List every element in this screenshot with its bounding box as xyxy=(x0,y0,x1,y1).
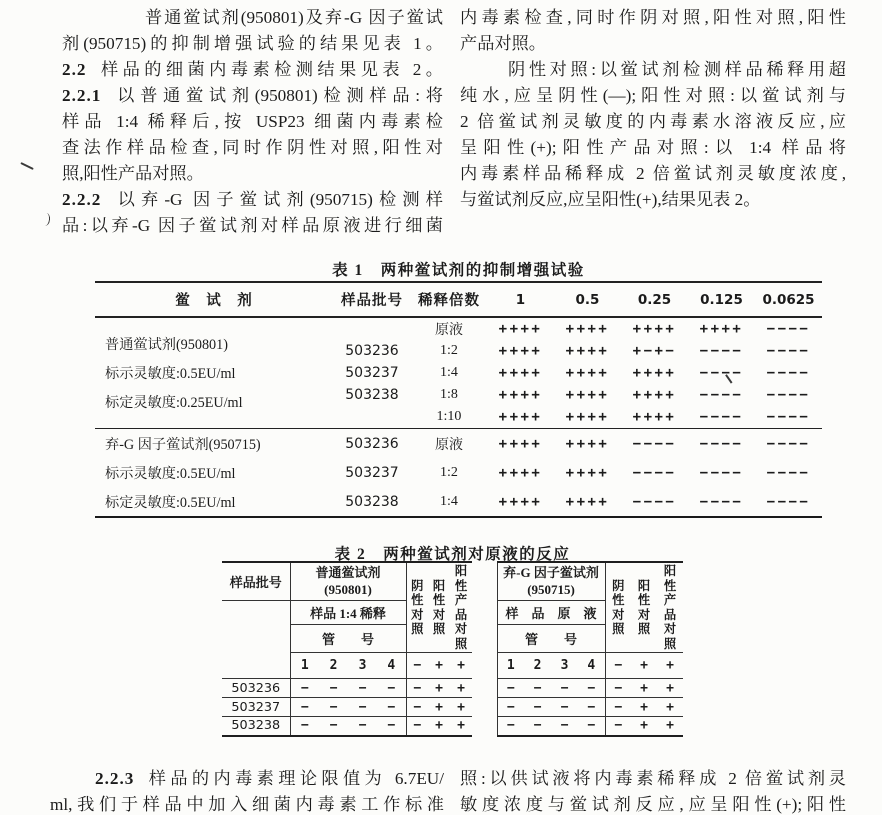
empty-cell xyxy=(222,600,290,679)
result-cell: −−−− xyxy=(766,493,811,510)
tube-result: − xyxy=(377,698,406,717)
reagent-name: 弃-G 因子鲎试剂(950715) xyxy=(95,429,333,459)
result-cell: ++++ xyxy=(498,464,543,481)
result-cell: −−−− xyxy=(632,493,677,510)
tube-result: − xyxy=(319,717,348,736)
text-line xyxy=(50,792,444,815)
text-line xyxy=(62,57,443,83)
text-line xyxy=(62,161,443,187)
control-value: + xyxy=(640,658,648,673)
result-cell: −−−− xyxy=(766,464,811,481)
control-result: + xyxy=(657,679,683,698)
tube-result: − xyxy=(524,717,551,736)
text-line xyxy=(62,135,443,161)
header-conc-0.0625: 0.0625 xyxy=(755,282,822,317)
section-number: 2.2.2 xyxy=(62,190,102,209)
text: 照:以供试液将内毒素稀释成 2 倍鲎试剂灵 xyxy=(460,769,846,788)
tube-result: − xyxy=(497,679,524,698)
tube-result: − xyxy=(290,679,319,698)
result-cell: +−+− xyxy=(632,343,677,359)
text-line xyxy=(460,135,846,161)
text: 以普通鲎试剂(950801)检测样品:将 xyxy=(111,86,443,105)
batch-cell xyxy=(333,406,411,429)
dilution-cell: 原液 xyxy=(435,323,463,338)
table1-header-row xyxy=(95,282,822,317)
batch-cell xyxy=(333,317,411,340)
dilution-cell: 原液 xyxy=(411,429,487,459)
table2 xyxy=(222,561,683,737)
text: ml,我们于样品中加入细菌内毒素工作标准 xyxy=(50,795,444,814)
table1 xyxy=(95,281,822,518)
text-line xyxy=(62,213,443,239)
text: 普通鲎试剂(950801)及弃-G 因子鲎试 xyxy=(145,8,443,27)
result-cell: ++++ xyxy=(498,343,543,359)
positive-product-control-header: 阳性产品对照 xyxy=(657,562,683,653)
tube-result: − xyxy=(348,679,377,698)
control-result: − xyxy=(605,717,631,736)
result-cell: ++++ xyxy=(565,343,610,359)
tube-result: − xyxy=(290,717,319,736)
text: 样品的内毒素理论限值为 6.7EU/ xyxy=(144,769,444,788)
positive-product-control-header: 阳性产品对照 xyxy=(450,562,472,653)
table2-title: 表 2 两种鲎试剂对原液的反应 xyxy=(334,546,571,563)
tube-result: − xyxy=(348,698,377,717)
section-number: 2.2 xyxy=(62,60,87,79)
dilution-cell: 1:4 xyxy=(440,493,458,509)
result-cell: ++++ xyxy=(498,493,543,510)
control-result: + xyxy=(450,717,472,736)
tube-result: − xyxy=(551,679,578,698)
result-cell: −−−− xyxy=(699,365,744,381)
tube-result: − xyxy=(497,698,524,717)
dilution-cell: 1:8 xyxy=(440,387,458,402)
control-result: + xyxy=(450,679,472,698)
header-dilution: 稀释倍数 xyxy=(411,282,487,317)
control-result: + xyxy=(428,679,450,698)
result-cell: −−−− xyxy=(699,464,744,481)
text-line xyxy=(460,109,846,135)
tube-result: − xyxy=(319,698,348,717)
tube-result: − xyxy=(290,698,319,717)
section-number: 2.2.1 xyxy=(62,86,102,105)
text-line xyxy=(62,83,443,109)
result-cell: −−−− xyxy=(699,493,744,510)
tube-result: − xyxy=(524,698,551,717)
result-cell: ++++ xyxy=(498,365,543,381)
text: 内毒素样品稀释成 2 倍鲎试剂灵敏度浓度, xyxy=(460,164,846,183)
text: 以弃-G 因子鲎试剂(950715)检测样 xyxy=(111,190,443,209)
result-cell: −−−− xyxy=(766,409,811,425)
tube-number: 1 xyxy=(300,658,309,673)
batch-cell: 503238 xyxy=(345,387,399,403)
tube-number: 1 xyxy=(497,653,524,679)
control-result: − xyxy=(406,679,428,698)
batch-header: 样品批号 xyxy=(222,562,290,600)
negative-control-header: 阴性对照 xyxy=(605,562,631,653)
result-cell: −−−− xyxy=(699,409,744,425)
text-line xyxy=(460,83,846,109)
text: 阴性对照:以鲎试剂检测样品稀释用超 xyxy=(508,60,846,79)
table2-tube-number-row xyxy=(222,653,683,679)
table1-row xyxy=(95,317,822,340)
header-batch: 样品批号 xyxy=(333,282,411,317)
control-result: + xyxy=(428,717,450,736)
tube-number-label: 管 号 xyxy=(290,625,406,653)
tube-number-label: 管 号 xyxy=(497,625,605,653)
text: 产品对照。 xyxy=(460,34,546,53)
control-value: + xyxy=(457,658,465,673)
table2-data-row xyxy=(222,698,683,717)
text: 样品的细菌内毒素检测结果见表 2。 xyxy=(96,60,443,79)
positive-control-header: 阳性对照 xyxy=(631,562,657,653)
result-cell: −−−− xyxy=(766,321,811,337)
tube-result: − xyxy=(348,717,377,736)
dilution-cell: 1:2 xyxy=(440,343,458,358)
text: 纯水,应呈阴性(—);阳性对照:以鲎试剂与 xyxy=(460,86,846,105)
control-result: − xyxy=(605,698,631,717)
result-cell: ++++ xyxy=(498,387,543,403)
tube-result: − xyxy=(578,698,605,717)
text-line xyxy=(460,792,846,815)
text-line xyxy=(460,766,846,792)
reagent-code: (950715) xyxy=(527,582,575,598)
control-value: − xyxy=(406,653,428,679)
control-result: + xyxy=(450,698,472,717)
result-cell: −−−− xyxy=(699,343,744,359)
reagent-code: (950801) xyxy=(324,582,372,598)
result-cell: ++++ xyxy=(565,493,610,510)
result-cell: −−−− xyxy=(632,464,677,481)
control-result: + xyxy=(657,717,683,736)
control-value: + xyxy=(435,658,443,673)
control-result: + xyxy=(428,698,450,717)
result-cell: −−−− xyxy=(766,365,811,381)
batch-cell: 503236 xyxy=(333,429,411,459)
tube-number: 4 xyxy=(387,658,396,673)
batch-cell: 503238 xyxy=(345,493,399,510)
result-cell: ++++ xyxy=(565,464,610,481)
table1-row xyxy=(95,429,822,459)
text-line xyxy=(62,109,443,135)
text-line xyxy=(62,187,443,213)
result-cell: ++++ xyxy=(565,365,610,381)
body-text-left-column xyxy=(62,5,443,239)
tube-result: − xyxy=(551,698,578,717)
text: 剂(950715)的抑制增强试验的结果见表 1。 xyxy=(62,34,443,53)
header-conc-0.25: 0.25 xyxy=(621,282,688,317)
result-cell: ++++ xyxy=(565,387,610,403)
result-cell: −−−− xyxy=(621,429,688,459)
scan-artifact-paren xyxy=(43,213,50,227)
control-result: + xyxy=(657,698,683,717)
header-conc-0.125: 0.125 xyxy=(688,282,755,317)
reagent-label-group1 xyxy=(95,317,333,429)
result-cell: −−−− xyxy=(755,429,822,459)
result-cell: ++++ xyxy=(632,409,677,425)
tube-result: − xyxy=(551,717,578,736)
control-result: + xyxy=(631,717,657,736)
control-value: − xyxy=(605,653,631,679)
reagent-name: 普通鲎试剂 xyxy=(315,565,381,581)
table1-row xyxy=(95,458,822,487)
result-cell: ++++ xyxy=(498,409,543,425)
text: 照,阳性产品对照。 xyxy=(62,164,204,183)
tube-result: − xyxy=(497,717,524,736)
result-cell: ++++ xyxy=(632,321,677,337)
text: 敏度浓度与鲎试剂反应,应呈阳性(+);阳性 xyxy=(460,795,846,814)
result-cell: ++++ xyxy=(487,429,554,459)
tube-result: − xyxy=(524,679,551,698)
text-line xyxy=(460,187,846,213)
table1-title: 表 1 两种鲎试剂的抑制增强试验 xyxy=(332,262,585,279)
text: 样品 1:4 稀释后,按 USP23 细菌内毒素检 xyxy=(62,112,443,131)
left-dilution-subheader: 样品 1:4 稀释 xyxy=(290,600,406,625)
labeled-sensitivity: 标示灵敏度:0.5EU/ml xyxy=(105,366,236,382)
table2-data-row xyxy=(222,679,683,698)
control-result: − xyxy=(406,698,428,717)
control-result: − xyxy=(605,679,631,698)
calibrated-sensitivity: 标定灵敏度:0.5EU/ml xyxy=(105,494,236,511)
batch-cell: 503237 xyxy=(345,464,399,481)
positive-control-header: 阳性对照 xyxy=(428,562,450,653)
dilution-cell: 1:4 xyxy=(440,365,458,380)
batch-cell: 503236 xyxy=(222,679,290,698)
control-result: + xyxy=(631,698,657,717)
tube-result: − xyxy=(578,717,605,736)
table1-row xyxy=(95,487,822,517)
bottom-text-left-column xyxy=(50,766,444,815)
result-cell: ++++ xyxy=(632,387,677,403)
batch-cell: 503237 xyxy=(345,365,399,381)
text: 品:以弃-G 因子鲎试剂对样品原液进行细菌 xyxy=(62,216,443,235)
text: 与鲎试剂反应,应呈阳性(+),结果见表 2。 xyxy=(460,190,761,209)
text: 2 倍鲎试剂灵敏度的内毒素水溶液反应,应 xyxy=(460,112,846,131)
text-line xyxy=(62,31,443,57)
text: 内毒素检查,同时作阴对照,阳性对照,阳性 xyxy=(460,8,846,27)
result-cell: −−−− xyxy=(766,343,811,359)
header-conc-1: 1 xyxy=(487,282,554,317)
header-reagent: 鲎 试 剂 xyxy=(95,282,333,317)
text-line xyxy=(460,31,846,57)
text: 呈阳性(+);阳性产品对照:以 1:4 样品将 xyxy=(460,138,846,157)
tube-number: 3 xyxy=(560,658,569,673)
bottom-text-right-column xyxy=(460,766,846,815)
batch-cell: 503238 xyxy=(222,717,290,736)
table2-data-row xyxy=(222,717,683,736)
text-line xyxy=(50,766,444,792)
body-text-right-column xyxy=(460,5,846,213)
text-line xyxy=(62,5,443,31)
tube-result: − xyxy=(377,679,406,698)
tube-number: 2 xyxy=(533,658,542,673)
tube-result: − xyxy=(377,717,406,736)
text-line xyxy=(460,57,846,83)
header-conc-0.5: 0.5 xyxy=(554,282,621,317)
table2-header-row xyxy=(222,562,683,600)
table-gap xyxy=(472,562,497,736)
result-cell: ++++ xyxy=(632,365,677,381)
result-cell: ++++ xyxy=(565,321,610,337)
result-cell: ++++ xyxy=(699,321,744,337)
control-result: − xyxy=(406,717,428,736)
result-cell: ++++ xyxy=(554,429,621,459)
negative-control-header: 阴性对照 xyxy=(406,562,428,653)
reagent-name: 普通鲎试剂(950801) xyxy=(105,337,228,353)
result-cell: −−−− xyxy=(699,387,744,403)
tube-result: − xyxy=(319,679,348,698)
batch-cell: 503237 xyxy=(222,698,290,717)
text-line xyxy=(460,5,846,31)
calibrated-sensitivity: 标定灵敏度:0.25EU/ml xyxy=(105,395,243,411)
control-result: + xyxy=(631,679,657,698)
scan-artifact-stroke xyxy=(20,162,34,170)
result-cell: ++++ xyxy=(565,409,610,425)
left-reagent-header xyxy=(290,562,406,600)
text: 查法作样品检查,同时作阴性对照,阳性对 xyxy=(62,138,443,157)
reagent-name: 弃-G 因子鲎试剂 xyxy=(503,565,599,581)
dilution-cell: 1:10 xyxy=(436,409,462,424)
tube-number: 2 xyxy=(329,658,338,673)
result-cell: −−−− xyxy=(766,387,811,403)
dilution-cell: 1:2 xyxy=(440,464,458,480)
tube-number: 3 xyxy=(358,658,367,673)
control-value: + xyxy=(666,658,674,673)
text-line xyxy=(460,161,846,187)
right-dilution-subheader: 样 品 原 液 xyxy=(497,600,605,625)
tube-number: 4 xyxy=(587,658,596,673)
batch-cell: 503236 xyxy=(345,343,399,359)
right-reagent-header xyxy=(497,562,605,600)
result-cell: −−−− xyxy=(688,429,755,459)
result-cell: ++++ xyxy=(498,321,543,337)
section-number: 2.2.3 xyxy=(95,769,135,788)
tube-result: − xyxy=(578,679,605,698)
labeled-sensitivity: 标示灵敏度:0.5EU/ml xyxy=(105,465,236,482)
